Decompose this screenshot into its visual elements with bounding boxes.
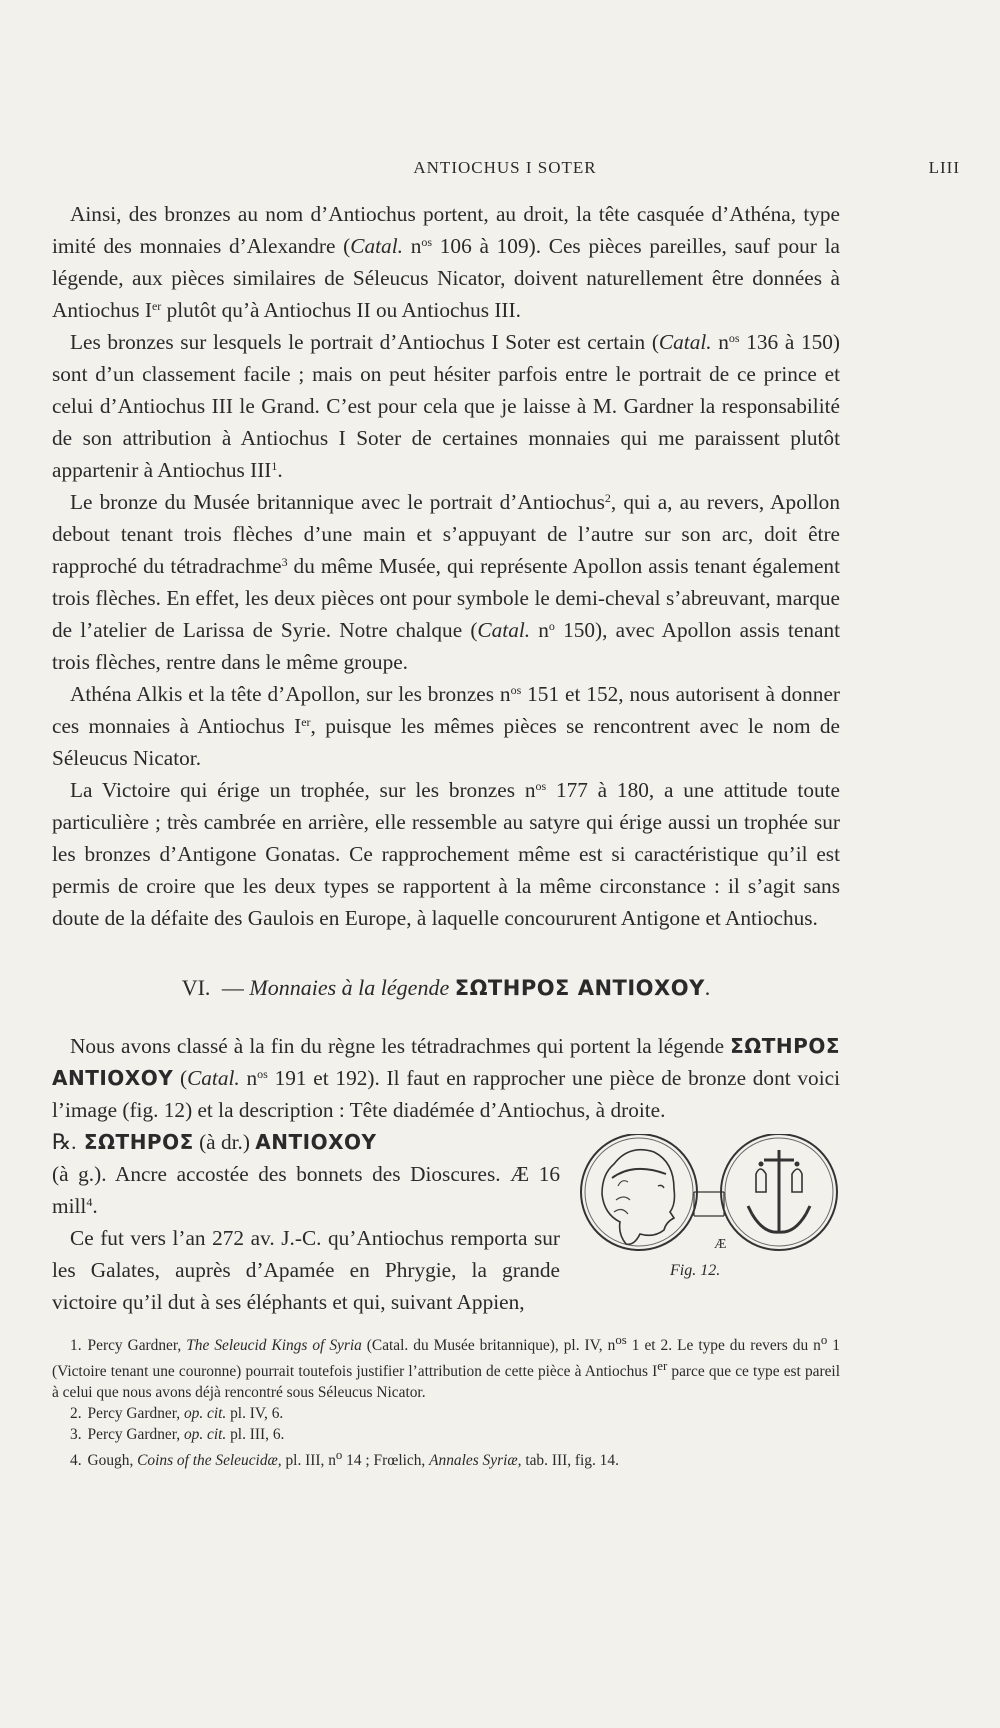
footnote: 3. Percy Gardner, op. cit. pl. III, 6. — [70, 1426, 285, 1444]
body-text — [52, 198, 840, 934]
section-heading: VI. — Monnaies à la légende ΣΩΤΗΡΟΣ ΑΝΤΙΟΧΟΥ. — [181, 975, 711, 1000]
paragraph: La Victoire qui érige un trophée, sur les bronzes $n^{os}$ 177 à 180, a une attitude toute particulière ; très cambrée en arrière, elle ressemble au satyre qui érige aussi un trophée sur les bronzes d’Antigone Gonatas. Ce rapprochement même est si caractéristique qu’il est permis de croire que les deux types se rapportent à la même circonstance : il s’agit sans doute de la défaite des Gaulois en Europe, à laquelle concoururent Antigone et Antiochus. — [52, 778, 840, 930]
paragraph: Ce fut vers l’an 272 av. J.-C. qu’Antiochus remporta sur les Galates, auprès d’Apamée en Phrygie, la grande victoire qu’il dut à ses éléphants et qui, suivant Appien, — [52, 1226, 560, 1314]
paragraph: Les bronzes sur lesquels le portrait d’Antiochus I Soter est certain (Catal. $n^{os}$ 136 à 150) sont d’un classement facile ; mais on peut hésiter parfois entre le portrait de ce prince et celui d’Antiochus III le Grand. C’est pour cela que je laisse à M. Gardner la responsabilité de son attribution à Antiochus I Soter de certaines monnaies qui me paraissent plutôt appartenir à Antiochus III$^1$. — [52, 330, 840, 482]
footnotes — [52, 1330, 840, 1471]
paragraph: Ainsi, des bronzes au nom d’Antiochus portent, au droit, la tête casquée d’Athéna, type imité des monnaies d’Alexandre (Catal. $n^{os}$ 106 à 109). Ces pièces pareilles, sauf pour la légende, aux pièces similaires de Séleucus Nicator, doivent naturellement être données à Antiochus Ier plutôt qu’à Antiochus II ou Antiochus III. — [52, 202, 840, 322]
section-greek-legend: ΣΩΤΗΡΟΣ ΑΝΤΙΟΧΟΥ — [454, 976, 705, 1000]
footnote-ref: 3 — [281, 555, 288, 569]
running-head-title: ANTIOCHUS I SOTER — [413, 158, 597, 177]
figure-caption: Fig. 12. — [670, 1262, 721, 1279]
metal-mark: Æ — [714, 1237, 727, 1252]
section-title: Monnaies à la légende — [249, 975, 455, 1000]
coin-reverse — [721, 1134, 837, 1250]
paragraph: ℞. ΣΩΤΗΡΟΣ (à dr.) ΑΝΤΙΟΧΟΥ — [52, 1130, 377, 1154]
footnote-ref: 4 — [86, 1195, 93, 1209]
footnote-ref: 1 — [271, 459, 278, 473]
footnote-ref: 2 — [604, 491, 611, 505]
paragraph: Le bronze du Musée britannique avec le portrait d’Antiochus$^2$, qui a, au revers, Apollon debout tenant trois flèches d’une main et s’appuyant de l’autre sur son arc, doit être rapproché du tétradrachme$^3$ du même Musée, qui représente Apollon assis tenant également trois flèches. En effet, les deux pièces ont pour symbole le demi-cheval s’abreuvant, marque de l’atelier de Larissa de Syrie. Notre chalque (Catal. $n^o$ 150), avec Apollon assis tenant trois flèches, rentre dans le même groupe. — [52, 490, 841, 674]
section-number: VI. — [181, 975, 211, 1000]
footnote: 2. Percy Gardner, op. cit. pl. IV, 6. — [70, 1405, 284, 1423]
page-number: LIII — [928, 158, 960, 177]
paragraph: Athéna Alkis et la tête d’Apollon, sur les bronzes $n^{os}$ 151 et 152, nous autorisent à donner ces monnaies à Antiochus Ier, puisque les mêmes pièces se rencontrent avec le nom de Séleucus Nicator. — [52, 682, 841, 770]
footnote: 4. Gough, Coins of the Seleucidæ, pl. III, $n^o$ 14 ; Frœlich, Annales Syriæ, tab. III, fig. 14. — [70, 1448, 619, 1470]
paragraph: (à g.). Ancre accostée des bonnets des Dioscures. Æ 16 mill$^4$. — [52, 1162, 560, 1218]
footnote: 1. Percy Gardner, The Seleucid Kings of Syria (Catal. du Musée britannique), pl. IV, $n^{os}$ 1 et 2. Le type du revers du $n^o$ 1 (Victoire tenant une couronne) pourrait toutefois justifier l’attribution de cette pièce à Antiochus Ier parce que ce type est pareil à celui que nous avons déjà rencontré sous Séleucus Nicator. — [52, 1333, 840, 1402]
coin-obverse — [581, 1134, 697, 1250]
running-head — [50, 158, 960, 184]
paragraph: Nous avons classé à la fin du règne les tétradrachmes qui portent la légende ΣΩΤΗΡΟΣ ΑΝΤΙΟΧΟΥ (Catal. $n^{os}$ 191 et 192). Il faut en rapprocher une pièce de bronze dont voici l’image (fig. 12) et la description : Tête diadémée d’Antiochus, à droite. — [52, 1034, 840, 1122]
